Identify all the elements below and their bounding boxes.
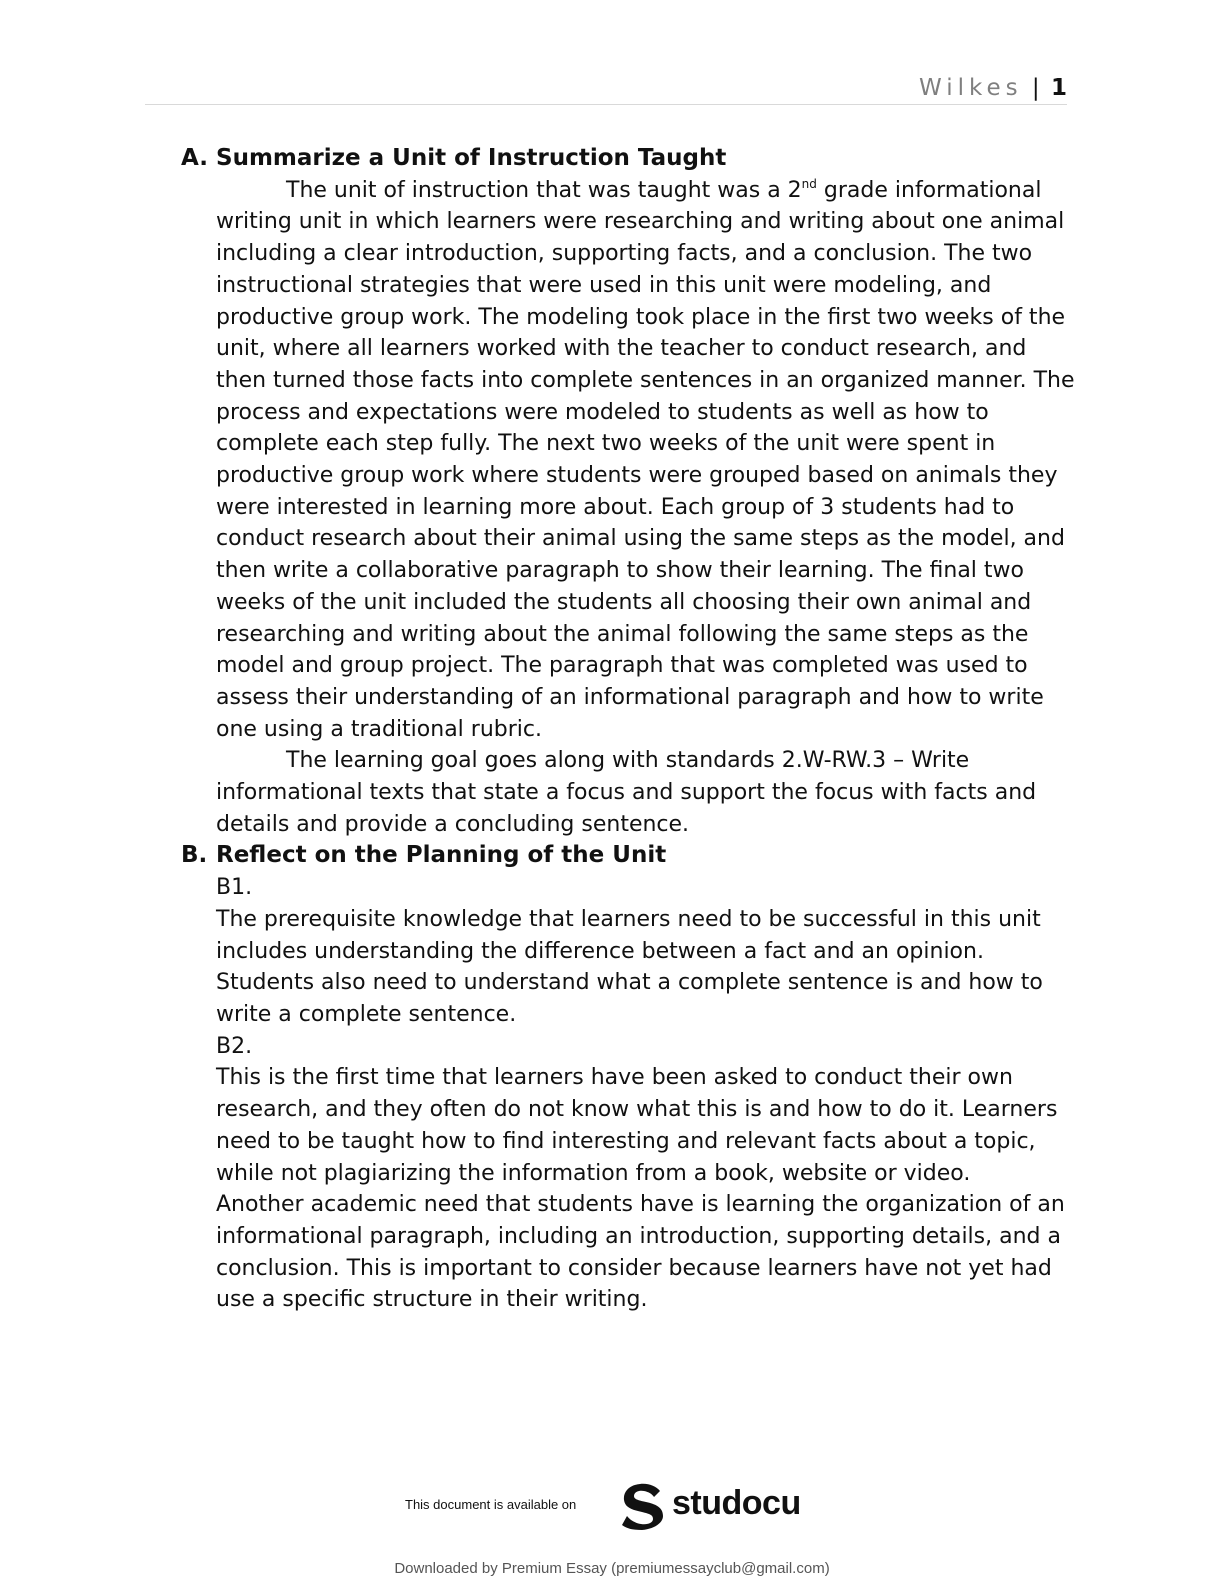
author-name: Wilkes: [918, 75, 1023, 101]
header-separator: |: [1031, 75, 1040, 101]
document-body: [181, 143, 1081, 1316]
section-b-title: Reflect on the Planning of the Unit: [216, 842, 667, 869]
b2-label: B2.: [216, 1033, 253, 1059]
available-on-text: This document is available on: [405, 1497, 577, 1512]
header-content: [919, 72, 1067, 104]
b2-paragraph-2: Another academic need that students have is learning the organization of an informational paragraph, including an introduction, supporting details, and a conclusion. This is important to consider because learners have not yet had use a specific structure in their writing.: [216, 1192, 1065, 1313]
ordinal-superscript: nd: [801, 176, 817, 191]
section-a-title: Summarize a Unit of Instruction Taught: [216, 145, 727, 171]
studocu-logo-text: studocu: [672, 1484, 801, 1522]
studocu-logo[interactable]: [620, 1482, 820, 1530]
section-a-paragraph-1: [181, 175, 1076, 746]
section-b-heading: [181, 840, 1081, 872]
downloaded-by-text: Downloaded by Premium Essay (premiumessayclub@gmail.com): [394, 1560, 830, 1577]
section-a-paragraph-2: The learning goal goes along with standards 2.W-RW.3 – Write informational texts that state a focus and support the focus with facts and details and provide a concluding sentence.: [216, 748, 1037, 837]
studocu-logo-icon: [620, 1482, 666, 1530]
b1-paragraph: The prerequisite knowledge that learners need to be successful in this unit includes understanding the difference between a fact and an opinion. Students also need to understand what a complete sentence is and how to write a complete sentence.: [216, 906, 1043, 1027]
section-a-heading: [181, 143, 1081, 175]
page-number: 1: [1050, 75, 1067, 101]
paragraph-1-start: The unit of instruction that was taught was a 2: [286, 177, 802, 203]
section-a-letter: A.: [181, 145, 208, 171]
b1-label: B1.: [216, 875, 253, 901]
page-header: [145, 72, 1067, 105]
section-b-letter: B.: [181, 842, 208, 869]
b2-paragraph-1: This is the first time that learners have been asked to conduct their own research, and they often do not know what this is and how to do it. Learners need to be taught how to find interesting and relevant facts about a topic, while not plagiarizing the information from a book, website or video.: [216, 1065, 1058, 1186]
paragraph-1-rest: grade informational writing unit in which learners were researching and writing about one animal including a clear introduction, supporting facts, and a conclusion. The two instructional strategies that were used in this unit were modeling, and productive group work. The modeling took place in the first two weeks of the unit, where all learners worked with the teacher to conduct research, and then turned those facts into complete sentences in an organized manner. The process and expectations were modeled to students as well as how to complete each step fully. The next two weeks of the unit were spent in productive group work where students were grouped based on animals they were interested in learning more about. Each group of 3 students had to conduct research about their animal using the same steps as the model, and then write a collaborative paragraph to show their learning. The final two weeks of the unit included the students all choosing their own animal and researching and writing about the animal following the same steps as the model and group project. The paragraph that was completed was used to assess their understanding of an informational paragraph and how to write one using a traditional rubric.: [216, 177, 1075, 742]
page-footer: [0, 1480, 1224, 1580]
